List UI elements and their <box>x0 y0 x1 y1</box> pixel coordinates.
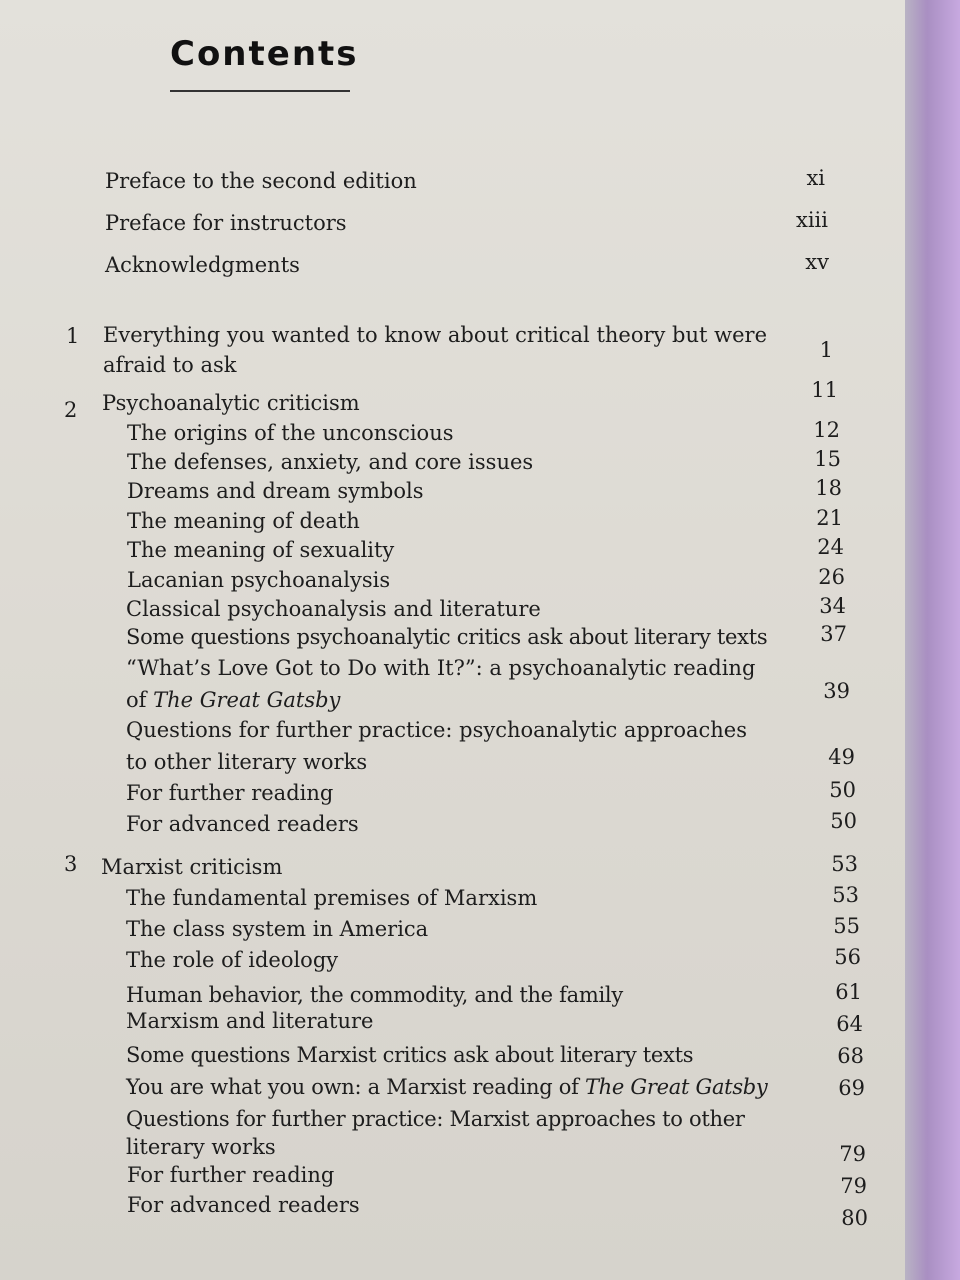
toc-page: 55 <box>833 914 860 938</box>
toc-page: 68 <box>837 1044 864 1068</box>
toc-page: 21 <box>816 506 843 530</box>
toc-label-line2 <box>126 685 340 716</box>
toc-label-prefix: You are what you own: a Marxist reading of <box>126 1075 585 1099</box>
chapter-number: 1 <box>66 324 80 348</box>
chapter-title-line1: Everything you wanted to know about critical theory but were <box>103 323 768 347</box>
chapter-number: 3 <box>64 852 78 876</box>
toc-page: 34 <box>819 594 846 618</box>
toc-page: 53 <box>831 852 858 876</box>
toc-label: The role of ideology <box>126 948 339 972</box>
toc-label: Preface to the second edition <box>105 169 417 193</box>
toc-label-line1: “What’s Love Got to Do with It?”: a psychoanalytic reading <box>126 656 756 680</box>
toc-page: 61 <box>835 980 862 1004</box>
toc-label <box>126 1072 768 1103</box>
toc-page: 37 <box>820 622 847 646</box>
toc-page: 11 <box>811 378 838 402</box>
toc-page: 12 <box>813 418 840 442</box>
toc-page: 50 <box>830 809 857 833</box>
toc-label: Some questions Marxist critics ask about literary texts <box>126 1043 694 1067</box>
toc-label: Classical psychoanalysis and literature <box>126 597 541 621</box>
toc-label: Acknowledgments <box>105 253 300 277</box>
toc-label: Some questions psychoanalytic critics ask about literary texts <box>126 625 768 649</box>
toc-label: The fundamental premises of Marxism <box>126 886 538 910</box>
page-title: Contents <box>170 34 359 74</box>
toc-page: 79 <box>839 1142 866 1166</box>
book-title: The Great Gatsby <box>584 1075 768 1099</box>
toc-page: 50 <box>829 778 856 802</box>
toc-label: The class system in America <box>126 917 429 941</box>
chapter-title: Marxist criticism <box>101 855 283 879</box>
toc-page: 39 <box>823 679 850 703</box>
toc-page: 79 <box>840 1174 867 1198</box>
toc-page: 1 <box>819 338 833 362</box>
toc-label: Dreams and dream symbols <box>127 479 424 503</box>
toc-page: xi <box>806 166 825 190</box>
toc-page: 53 <box>832 883 859 907</box>
toc-label: For further reading <box>126 781 334 805</box>
toc-label-line1: Questions for further practice: Marxist approaches to other <box>126 1107 745 1131</box>
toc-label: For advanced readers <box>126 812 359 836</box>
toc-label: Preface for instructors <box>105 211 347 235</box>
toc-label: Lacanian psychoanalysis <box>127 568 391 592</box>
toc-label-line2: literary works <box>126 1135 276 1159</box>
toc-label: The meaning of death <box>127 509 360 533</box>
toc-page: 64 <box>836 1012 863 1036</box>
chapter-title-line2: afraid to ask <box>103 353 237 377</box>
toc-page: 69 <box>838 1076 865 1100</box>
toc-page: 18 <box>815 476 842 500</box>
toc-page: xv <box>805 250 829 274</box>
toc-label: For advanced readers <box>127 1193 360 1217</box>
book-title: The Great Gatsby <box>153 688 341 712</box>
toc-page: 24 <box>817 535 844 559</box>
purple-cloth-background <box>905 0 960 1280</box>
toc-label-prefix: of <box>126 688 154 712</box>
toc-label: Marxism and literature <box>126 1009 374 1033</box>
toc-label: For further reading <box>127 1163 335 1187</box>
toc-page: 49 <box>828 745 855 769</box>
title-underline <box>170 90 350 92</box>
toc-label: The origins of the unconscious <box>127 421 454 445</box>
toc-page: 56 <box>834 945 861 969</box>
toc-page: 26 <box>818 565 845 589</box>
toc-label-line1: Questions for further practice: psychoanalytic approaches <box>126 718 747 742</box>
toc-page: 15 <box>814 447 841 471</box>
toc-label: The defenses, anxiety, and core issues <box>127 450 534 474</box>
toc-label: The meaning of sexuality <box>127 538 395 562</box>
toc-label-line2: to other literary works <box>126 750 368 774</box>
chapter-number: 2 <box>64 398 78 422</box>
toc-label: Human behavior, the commodity, and the family <box>126 983 623 1007</box>
toc-page: xiii <box>796 208 828 232</box>
toc-page: 80 <box>841 1206 868 1230</box>
chapter-title: Psychoanalytic criticism <box>102 391 360 415</box>
